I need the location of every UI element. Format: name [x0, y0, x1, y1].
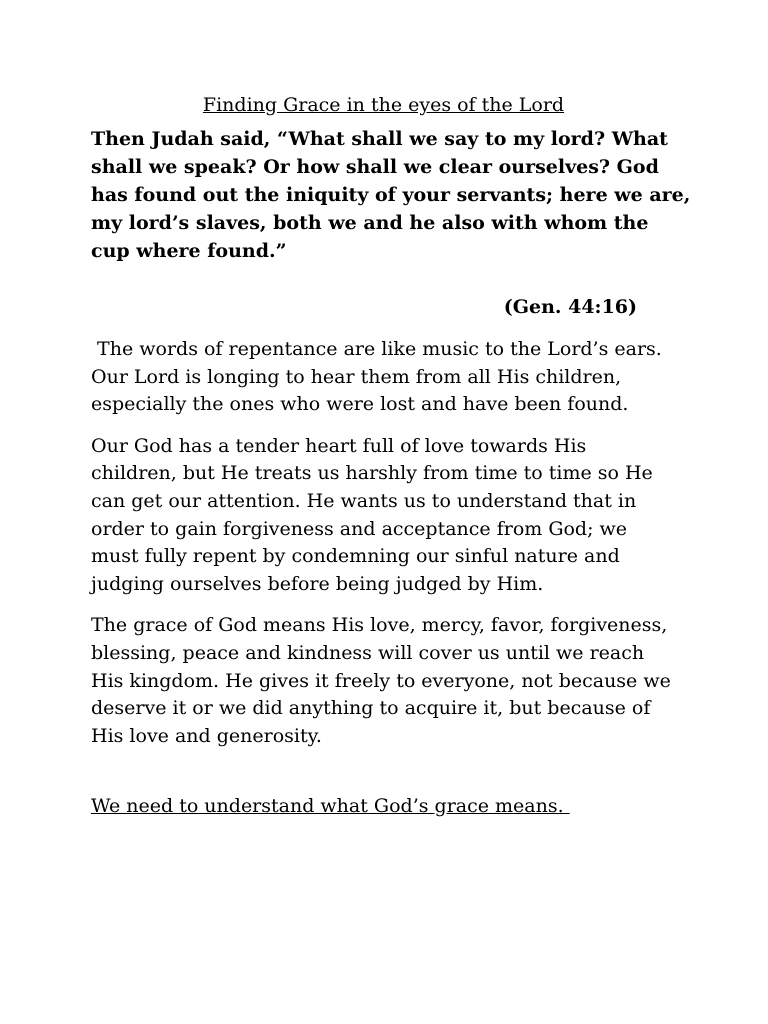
scripture-quote: Then Judah said, “What shall we say to my lord? What shall we speak? Or how shall we clear ourselves? God has found out the iniquity of your servants; here we are, my lord’s slaves, both we and he also with whom the cup where found.” [91, 128, 691, 262]
body-paragraph: The words of repentance are like music to the Lord’s ears. Our Lord is longing to hear them from all His children, especially the ones who were lost and have been found. [91, 338, 674, 416]
document-page [91, 92, 691, 820]
document-title: Finding Grace in the eyes of the Lord [202, 94, 565, 116]
scripture-citation: (Gen. 44:16) [503, 296, 637, 318]
body-paragraph: Our God has a tender heart full of love towards His children, but He treats us harshly from time to time so He can get our attention. He wants us to understand that in order to gain forgiveness and acceptance from God; we must fully repent by condemning our sinful nature and judging ourselves before being judged by Him. [91, 434, 653, 595]
body-paragraph: The grace of God means His love, mercy, favor, forgiveness, blessing, peace and kindness will cover us until we reach His kingdom. He gives it freely to everyone, not because we deserve it or we did anything to acquire it, but because of His love and generosity. [91, 614, 671, 747]
closing-line: We need to understand what God’s grace means. [91, 795, 570, 818]
